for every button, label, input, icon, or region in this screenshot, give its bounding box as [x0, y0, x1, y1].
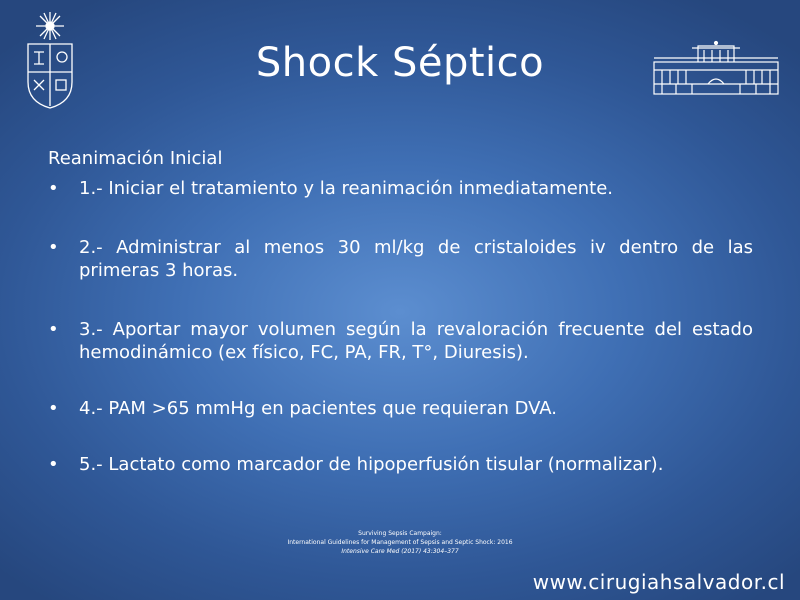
slide-title: Shock Séptico	[255, 40, 545, 86]
bullet-item: • 2.- Administrar al menos 30 ml/kg de cristaloides iv dentro de las primeras 3 horas.	[48, 236, 753, 282]
section-heading: Reanimación Inicial	[48, 148, 223, 169]
citation-journal: Intensive Care Med (2017) 43:304–377	[341, 548, 459, 555]
citation-title: Surviving Sepsis Campaign:	[358, 530, 442, 537]
citation	[0, 529, 800, 556]
bullet-item: • 5.- Lactato como marcador de hipoperfusión tisular (normalizar).	[48, 453, 753, 476]
slide-content	[48, 148, 753, 476]
citation-subtitle: International Guidelines for Management of Sepsis and Septic Shock: 2016	[287, 539, 513, 546]
bullet-item: • 3.- Aportar mayor volumen según la revaloración frecuente del estado hemodinámico (ex físico, FC, PA, FR, T°, Diuresis).	[48, 318, 753, 364]
bullet-item: • 4.- PAM >65 mmHg en pacientes que requieran DVA.	[48, 397, 753, 420]
bullet-item: • 1.- Iniciar el tratamiento y la reanimación inmediatamente.	[48, 177, 753, 200]
website-url: www.cirugiahsalvador.cl	[532, 570, 785, 594]
hospital-building-icon	[652, 40, 780, 96]
bullet-list	[48, 177, 753, 476]
